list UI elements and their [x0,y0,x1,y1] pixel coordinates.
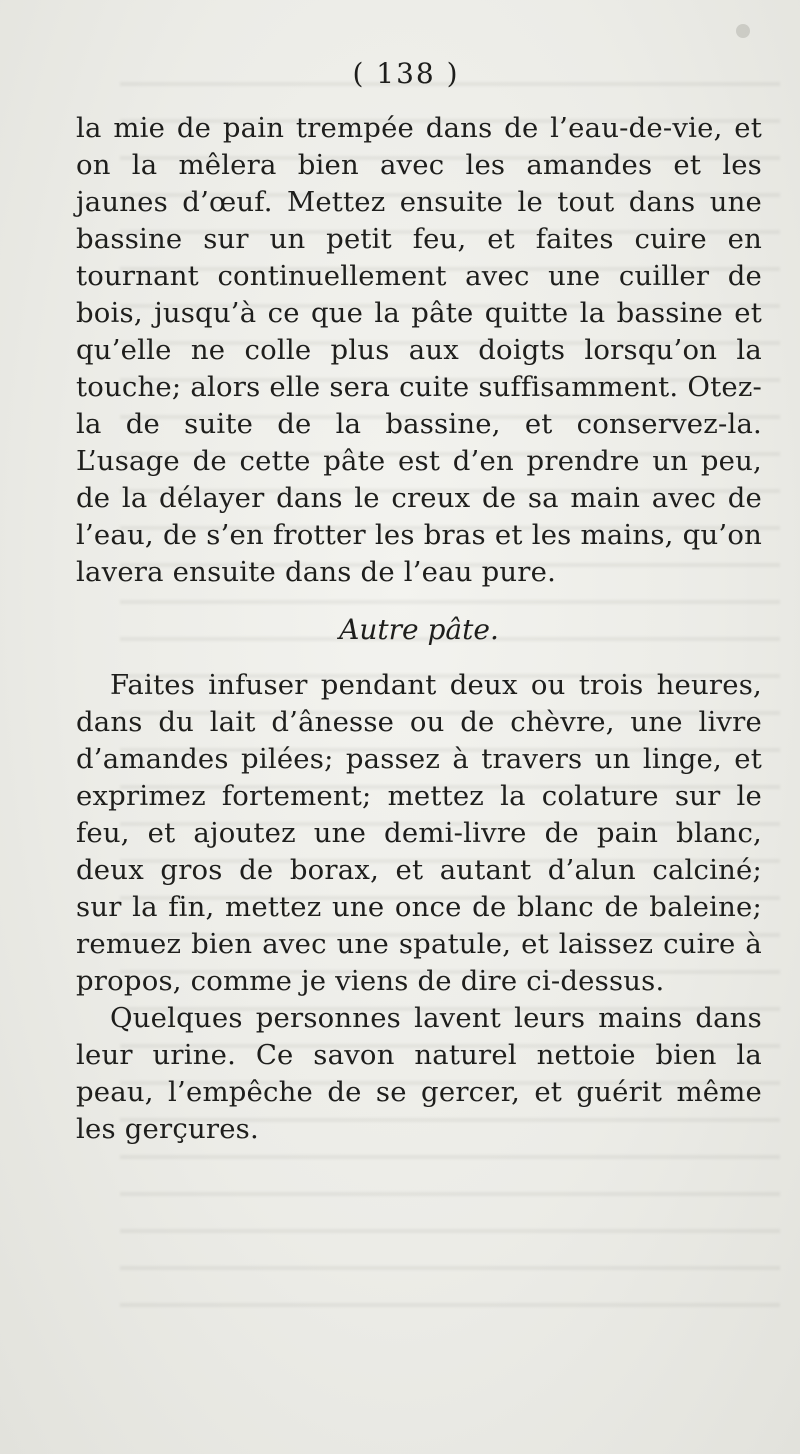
paragraph-note: Quelques personnes lavent leurs mains dans leur urine. Ce savon naturel nettoie bien la peau, l’empêche de se gercer, et guérit même les gerçures. [76,1002,762,1145]
paragraph-continuation: la mie de pain trempée dans de l’eau-de-vie, et on la mêlera bien avec les amandes et les jaunes d’œuf. Mettez ensuite le tout dans une bassine sur un petit feu, et faites cuire en tournant continuellement avec une cuiller de bois, jusqu’à ce que la pâte quitte la bassine et qu’elle ne colle plus aux doigts lorsqu’on la touche; alors elle sera cuite suffisamment. Otez-la de suite de la bassine, et conservez-la. L’usage de cette pâte est d’en prendre un peu, de la délayer dans le creux de sa main avec de l’eau, de s’en frotter les bras et les mains, qu’on lavera ensuite dans de l’eau pure. [76,112,762,588]
paragraph-recipe: Faites infuser pendant deux ou trois heures, dans du lait d’ânesse ou de chèvre, une livre d’amandes pilées; passez à travers un linge, et exprimez fortement; mettez la colature sur le feu, et ajoutez une demi-livre de pain blanc, deux gros de borax, et autant d’alun calciné; sur la fin, mettez une once de blanc de baleine; remuez bien avec une spatule, et laissez cuire à propos, comme je viens de dire ci-dessus. [76,669,762,997]
section-heading: Autre pâte. [339,613,499,646]
paper-speck [736,24,750,38]
page-number: ( 138 ) [352,57,460,90]
page-text [76,48,762,1148]
